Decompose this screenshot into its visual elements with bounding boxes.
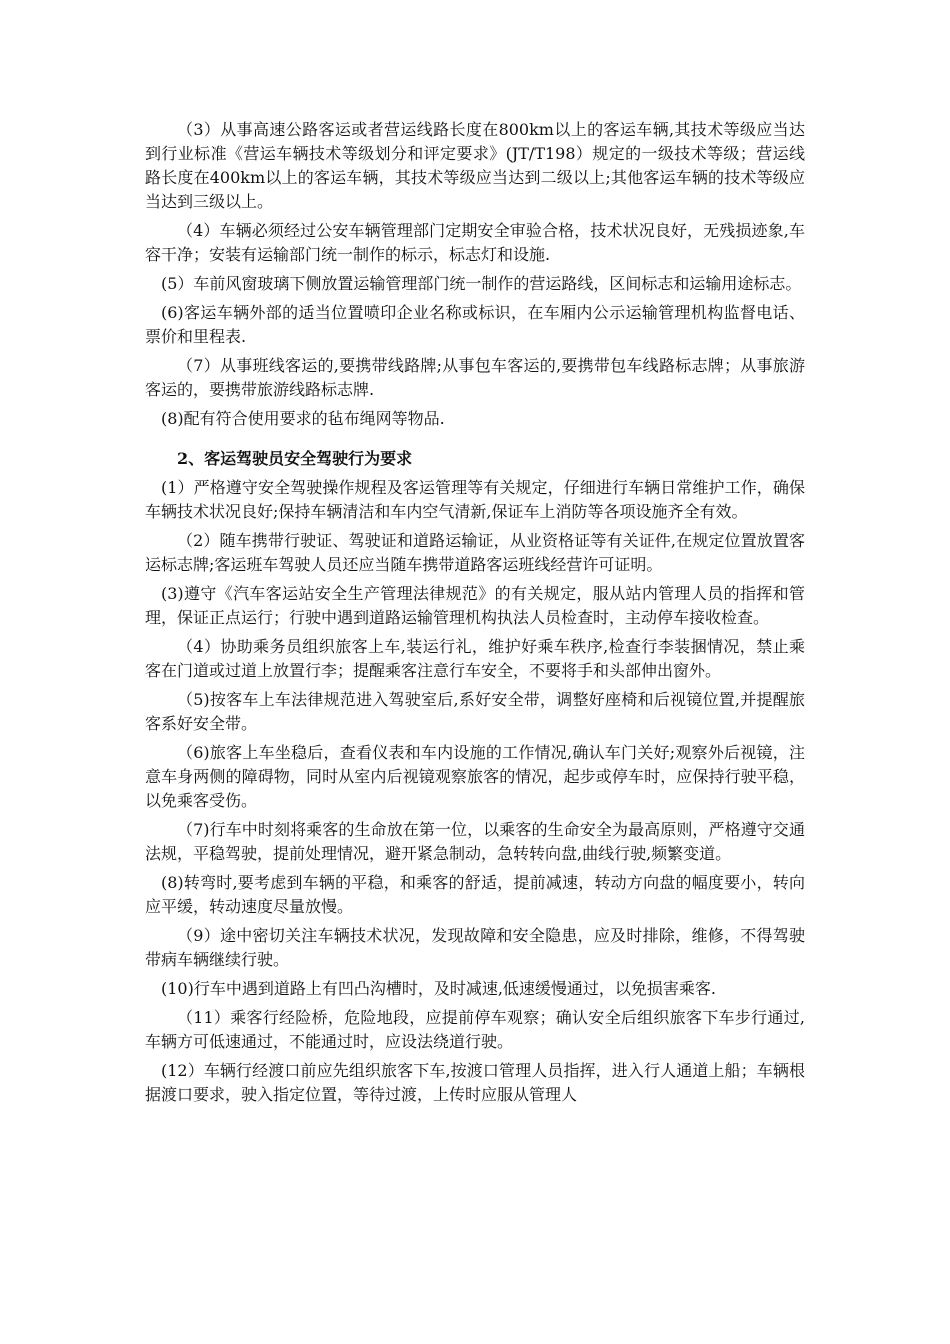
- rule-7: （7)行车中时刻将乘客的生命放在第一位，以乘客的生命安全为最高原则，严格遵守交通法规，平稳驾驶，提前处理情况，避开紧急制动，急转转向盘,曲线行驶,频繁变道。: [145, 820, 805, 863]
- rule-9: （9）途中密切关注车辆技术状况，发现故障和安全隐患，应及时排除，维修，不得驾驶带病车辆继续行驶。: [145, 926, 805, 969]
- rule-6: （6)旅客上车坐稳后，查看仪表和车内设施的工作情况,确认车门关好;观察外后视镜，注意车身两侧的障碍物，同时从室内后视镜观察旅客的情况，起步或停车时，应保持行驶平稳，以免乘客受伤。: [145, 743, 805, 810]
- rule-11: （11）乘客行经险桥，危险地段，应提前停车观察；确认安全后组织旅客下车步行通过,车辆方可低速通过，不能通过时，应设法绕道行驶。: [145, 1008, 805, 1051]
- rule-12: (12）车辆行经渡口前应先组织旅客下车,按渡口管理人员指挥，进入行人通道上船；车辆根据渡口要求，驶入指定位置，等待过渡，上传时应服从管理人: [145, 1061, 805, 1104]
- paragraph-4: （4）车辆必须经过公安车辆管理部门定期安全审验合格，技术状况良好，无残损迹象,车容干净；安装有运输部门统一制作的标示，标志灯和设施.: [145, 221, 805, 264]
- paragraph-5: (5）车前风窗玻璃下侧放置运输管理部门统一制作的营运路线，区间标志和运输用途标志。: [161, 274, 802, 293]
- rule-1: (1）严格遵守安全驾驶操作规程及客运管理等有关规定，仔细进行车辆日常维护工作，确保车辆技术状况良好;保持车辆清洁和车内空气清新,保证车上消防等各项设施齐全有效。: [145, 478, 805, 521]
- rule-4: （4）协助乘务员组织旅客上车,装运行礼，维护好乘车秩序,检查行李装捆情况，禁止乘客在门道或过道上放置行李；提醒乘客注意行车安全，不要将手和头部伸出窗外。: [145, 637, 805, 680]
- rule-2: （2）随车携带行驶证、驾驶证和道路运输证，从业资格证等有关证件,在规定位置放置客运标志牌;客运班车驾驶人员还应当随车携带道路客运班线经营许可证明。: [145, 531, 805, 574]
- rule-5: （5)按客车上车法律规范进入驾驶室后,系好安全带，调整好座椅和后视镜位置,并提醒旅客系好安全带。: [145, 690, 805, 733]
- rule-10: (10)行车中遇到道路上有凹凸沟槽时，及时减速,低速缓慢通过，以免损害乘客.: [161, 979, 717, 998]
- paragraph-6: (6)客运车辆外部的适当位置喷印企业名称或标识，在车厢内公示运输管理机构监督电话、票价和里程表.: [145, 303, 805, 346]
- rule-8: (8)转弯时,要考虑到车辆的平稳，和乘客的舒适，提前减速，转动方向盘的幅度要小，转向应平缓，转动速度尽量放慢。: [145, 873, 805, 916]
- paragraph-7: （7）从事班线客运的,要携带线路牌;从事包车客运的,要携带包车线路标志牌；从事旅游客运的，要携带旅游线路标志牌.: [145, 356, 805, 399]
- paragraph-8: (8)配有符合使用要求的毡布绳网等物品.: [161, 409, 445, 428]
- document-page: [145, 118, 805, 1112]
- section-heading: 2、客运驾驶员安全驾驶行为要求: [177, 449, 413, 468]
- paragraph-3: （3）从事高速公路客运或者营运线路长度在800km以上的客运车辆,其技术等级应当达到行业标准《营运车辆技术等级划分和评定要求》(JT/T198）规定的一级技术等级；营运线路长度在400km以上的客运车辆，其技术等级应当达到二级以上;其他客运车辆的技术等级应当达到三级以上。: [145, 120, 805, 211]
- rule-3: (3)遵守《汽车客运站安全生产管理法律规范》的有关规定，服从站内管理人员的指挥和管理，保证正点运行；行驶中遇到道路运输管理机构执法人员检查时，主动停车接收检查。: [145, 584, 805, 627]
